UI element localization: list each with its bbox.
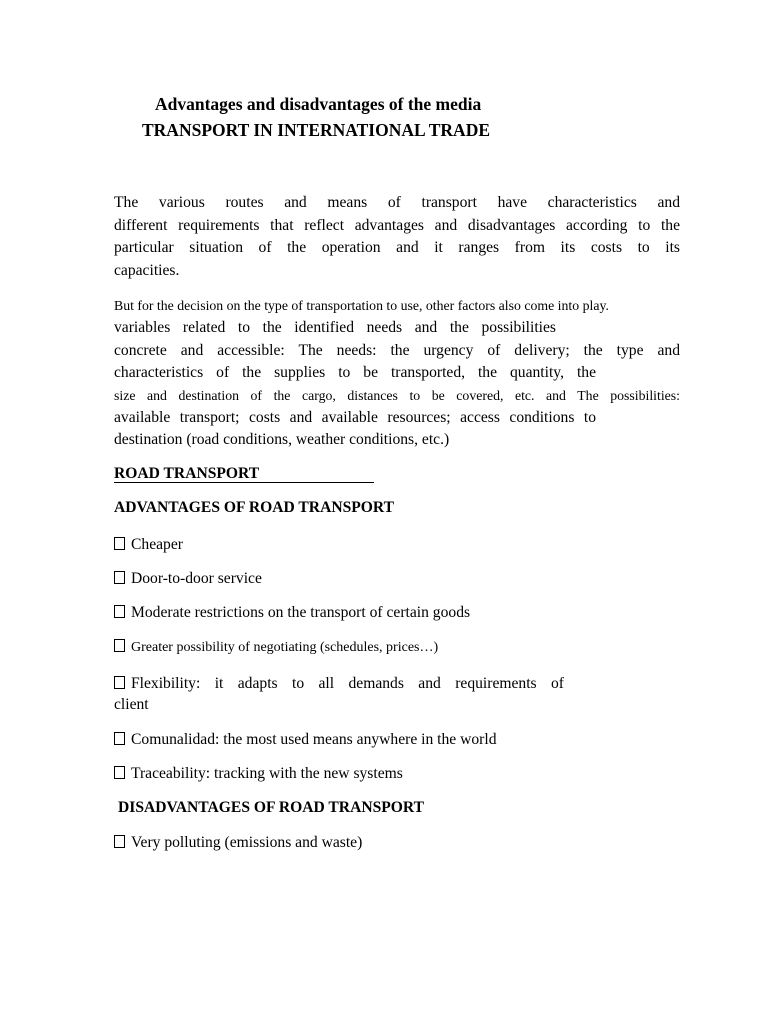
missing-glyph-bullet-icon — [114, 766, 125, 779]
missing-glyph-bullet-icon — [114, 537, 125, 550]
intro-paragraph — [114, 192, 680, 282]
factors-paragraph — [114, 295, 680, 452]
intro-line: The various routes and means of transport have characteristics and — [114, 194, 680, 211]
advantage-item: Greater possibility of negotiating (schedules, prices…) — [114, 638, 438, 658]
missing-glyph-bullet-icon — [114, 732, 125, 745]
factors-line: variables related to the identified needs and the possibilities — [114, 319, 556, 336]
road-transport-heading: ROAD TRANSPORT — [114, 465, 374, 483]
advantage-item: Traceability: tracking with the new systems — [114, 764, 403, 784]
factors-line: destination (road conditions, weather conditions, etc.) — [114, 431, 450, 448]
missing-glyph-bullet-icon — [114, 676, 125, 689]
factors-line: size and destination of the cargo, distances to be covered, etc. and The possibilities: — [114, 387, 680, 403]
document-title-line1: Advantages and disadvantages of the media — [155, 94, 482, 114]
factors-line: characteristics of the supplies to be transported, the quantity, the — [114, 364, 596, 381]
advantage-item: Comunalidad: the most used means anywhere in the world — [114, 730, 497, 750]
factors-line: concrete and accessible: The needs: the urgency of delivery; the type and — [114, 341, 680, 359]
missing-glyph-bullet-icon — [114, 639, 125, 652]
disadvantages-heading: DISADVANTAGES OF ROAD TRANSPORT — [118, 799, 425, 816]
advantage-item: Door-to-door service — [114, 569, 262, 589]
document-title-line2: TRANSPORT IN INTERNATIONAL TRADE — [142, 120, 491, 140]
disadvantage-item: Very polluting (emissions and waste) — [114, 833, 362, 853]
factors-line: But for the decision on the type of transportation to use, other factors also come into play. — [114, 298, 609, 313]
intro-line: different requirements that reflect advantages and disadvantages according to the — [114, 216, 680, 234]
advantages-heading: ADVANTAGES OF ROAD TRANSPORT — [114, 499, 395, 516]
advantage-item: Moderate restrictions on the transport of certain goods — [114, 603, 470, 623]
missing-glyph-bullet-icon — [114, 605, 125, 618]
intro-line: capacities. — [114, 261, 180, 279]
intro-line: particular situation of the operation and it ranges from its costs to its — [114, 239, 680, 256]
missing-glyph-bullet-icon — [114, 571, 125, 584]
missing-glyph-bullet-icon — [114, 835, 125, 848]
factors-line: available transport; costs and available resources; access conditions to — [114, 408, 596, 426]
advantage-item: Cheaper — [114, 535, 183, 555]
advantage-item: Flexibility: it adapts to all demands and requirements of client — [114, 675, 564, 713]
